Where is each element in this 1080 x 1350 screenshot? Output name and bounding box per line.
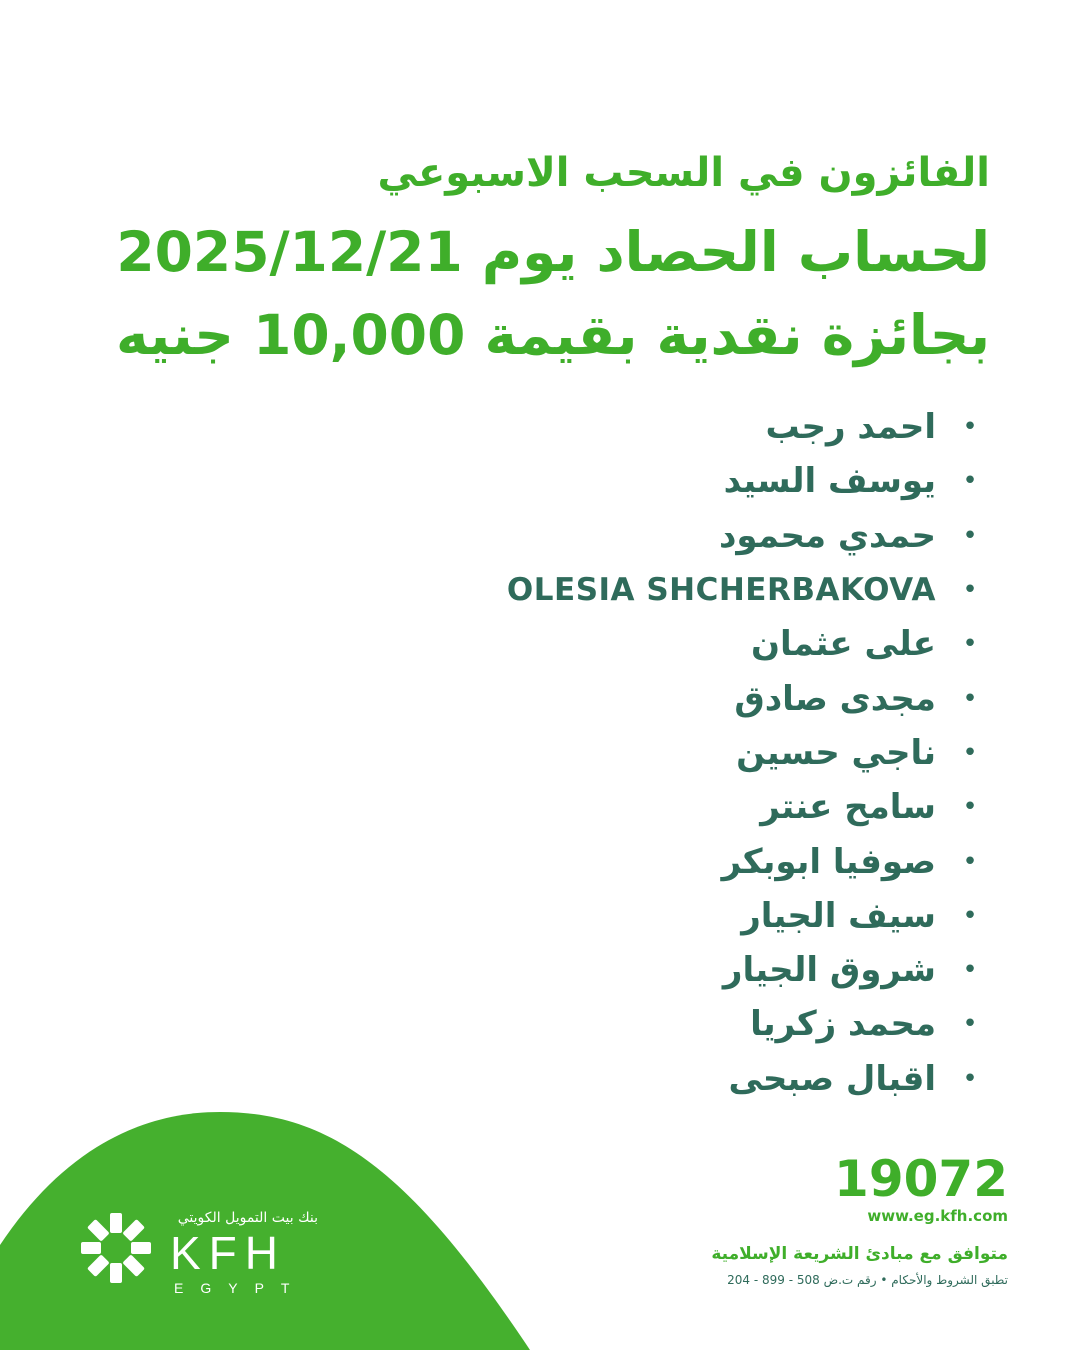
bullet-icon: • xyxy=(962,520,978,551)
logo-country-text: EGYPT xyxy=(174,1280,307,1296)
bullet-icon: • xyxy=(962,1009,978,1040)
winner-item xyxy=(507,671,990,725)
winner-item xyxy=(507,780,990,834)
bullet-icon: • xyxy=(962,412,978,443)
website-url: www.eg.kfh.com xyxy=(867,1207,1008,1225)
winner-name: سامح عنتر xyxy=(760,787,936,828)
winner-item xyxy=(507,889,990,943)
bullet-icon: • xyxy=(962,737,978,768)
logo-brand-text: KFH xyxy=(170,1227,286,1279)
bullet-icon: • xyxy=(962,846,978,877)
winner-name: ناجي حسين xyxy=(736,732,936,773)
bullet-icon: • xyxy=(962,575,978,606)
winner-name: سيف الجيار xyxy=(741,895,936,936)
sharia-compliance-text: متوافق مع مبادئ الشريعة الإسلامية xyxy=(711,1244,1008,1264)
winner-name: OLESIA SHCHERBAKOVA xyxy=(506,572,936,609)
bullet-icon: • xyxy=(962,466,978,497)
winner-name: يوسف السيد xyxy=(723,461,936,502)
hotline-number: 19072 xyxy=(834,1150,1008,1208)
winner-name: احمد رجب xyxy=(765,407,936,448)
winner-item xyxy=(507,454,990,508)
winner-item xyxy=(507,834,990,888)
winner-item xyxy=(507,509,990,563)
winner-item xyxy=(507,943,990,997)
title-line-3: بجائزة نقدية بقيمة 10,000 جنيه xyxy=(116,303,990,367)
winners-list xyxy=(507,400,990,1106)
kfh-logo-icon xyxy=(76,1208,156,1288)
winner-name: مجدى صادق xyxy=(734,678,936,719)
winner-item xyxy=(507,726,990,780)
winner-item xyxy=(507,1052,990,1106)
winner-name: حمدي محمود xyxy=(718,515,936,556)
winner-name: صوفيا ابوبكر xyxy=(721,841,936,882)
winner-name: شروق الجيار xyxy=(722,950,936,991)
winner-item xyxy=(507,400,990,454)
logo-arabic-name: بنك بيت التمويل الكويتي xyxy=(177,1210,318,1226)
title-line-2: لحساب الحصاد يوم 2025/12/21 xyxy=(116,220,990,284)
bullet-icon: • xyxy=(962,792,978,823)
bullet-icon: • xyxy=(962,900,978,931)
terms-text: تطبق الشروط والأحكام • رقم ت.ض 508 - 899 - 204 xyxy=(727,1273,1008,1287)
title-line-1: الفائزون في السحب الاسبوعي xyxy=(377,150,990,196)
bullet-icon: • xyxy=(962,1063,978,1094)
bullet-icon: • xyxy=(962,955,978,986)
bullet-icon: • xyxy=(962,629,978,660)
winner-name: اقبال صبحى xyxy=(728,1058,936,1099)
bullet-icon: • xyxy=(962,683,978,714)
winner-name: على عثمان xyxy=(750,624,936,665)
winner-name: محمد زكريا xyxy=(750,1004,936,1045)
winner-item xyxy=(507,563,990,617)
winner-item xyxy=(507,617,990,671)
winner-item xyxy=(507,997,990,1051)
